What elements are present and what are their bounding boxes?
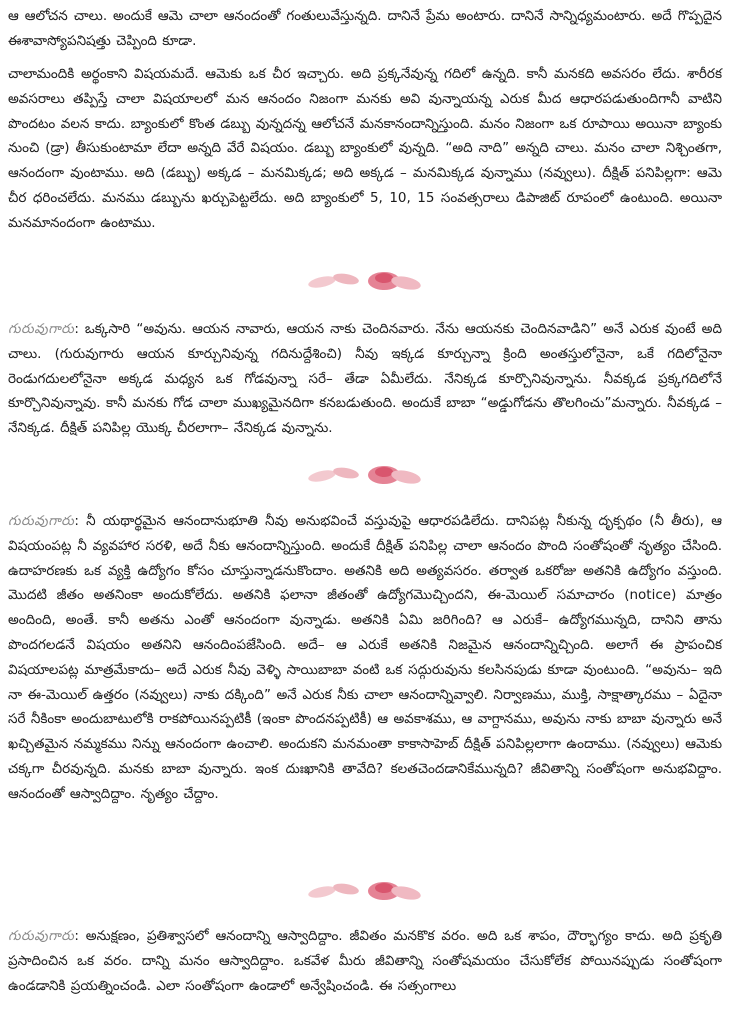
paragraph-2 — [8, 62, 722, 236]
paragraph-text: : ఒక్కసారి “అవును. ఆయన నావారు, ఆయన నాకు చెందినవారు. నేను ఆయనకు చెందినవాడిని” అనే ఎరుక వుంటే అది చాలు. (గురువుగారు ఆయన కూర్చునివున్న గదినుద్దేశించి) నీవు ఇక్కడ కూర్చున్నా క్రింది అంతస్తులోనైనా, ఒకే గదిలోనైనా రెండుగదులలోనైనా అక్కడ మధ్యన ఒక గోడవున్నా సరే– తేడా ఏమీలేదు. నేనిక్కడ కూర్చొనివున్నాను. నీవక్కడ ప్రక్కగదిలోనే కూర్చొనివున్నావు. కానీ మనకు గోడ చాలా ముఖ్యమైనదిగా కనబడుతుంది. అందుకే బాబా “అడ్డుగోడను తొలగించు”మన్నారు. నీవక్కడ – నేనిక్కడ. దీక్షిత్ పనిపిల్ల యొక్క చీరలాగా– నేనిక్కడ వున్నాను. — [8, 321, 722, 437]
speaker-label: గురువుగారు — [8, 321, 75, 337]
paragraph-text: : నీ యథార్థమైన ఆనందానుభూతి నీవు అనుభవించే వస్తువుపై ఆధారపడిలేదు. దానిపట్ల నీకున్న దృక్పథం (నీ తీరు), ఆ విషయంపట్ల నీ వ్యవహార సరళి, అదే నీకు ఆనందాన్నిస్తుంది. అందుకే దీక్షిత్ పనిపిల్ల చాలా ఆనందం పొంది సంతోషంతో నృత్యం చేసింది. ఉదాహరణకు ఒక వ్యక్తి ఉద్యోగం కోసం చూస్తున్నాడనుకొందాం. అతనికి అది అత్యవసరం. తర్వాత ఒకరోజు అతనికి ఉద్యోగం వస్తుంది. మొదటి జీతం అతనింకా అందుకోలేదు. అతనికి ఫలానా జీతంతో ఉద్యోగమొచ్చిందని, ఈ-మెయిల్ సమాచారం (notice) మాత్రం అందింది, అంతే. కానీ అతను ఎంతో ఆనందంగా వున్నాడు. అతనికి ఏమి జరిగింది? ఆ ఎరుకే– ఉద్యోగమున్నది, దానిని తాను పొందగలడనే విషయం అతనిని ఆనందింపజేసింది. అదే– ఆ ఎరుకే అతనికి నిజమైన ఆనందాన్నిచ్చింది. అలాగే ఈ ప్రాపంచిక విషయాలపట్ల మాత్రమేకాదు– అదే ఎరుక నీవు వెళ్ళి సాయిబాబా వంటి ఒక సద్గురువును కలసినపుడు కూడా వుంటుంది. “అవును– ఇది నా ఈ-మెయిల్ ఉత్తరం (నవ్వులు) నాకు దక్కింది” అనే ఎరుక నీకు చాలా ఆనందాన్నివ్వాలి. నిర్వాణము, ముక్తి, సాక్షాత్కారము – ఏదైనా సరే నీకింకా అందుబాటులోకి రాకపోయినప్పటికీ (ఇంకా పొందనప్పటికీ) ఆ అవకాశము, ఆ వాగ్దానము, అవును నాకు బాబా వున్నారు అనే ఖచ్చితమైన నమ్మకము నిన్ను ఆనందంగా ఉంచాలి. అందుకని మనమంతా కాకాసాహెబ్ దీక్షిత్ పనిపిల్లలాగా ఉందాము. (నవ్వులు) ఆమెకు చక్కగా చీరవున్నది. మనకు బాబా వున్నారు. ఇంక దుఃఖానికి తావేది? కలతచెందడానికేమున్నది? జీవితాన్ని సంతోషంగా అనుభవిద్దాం. ఆనందంతో ఆస్వాదిద్దాం. నృత్యం చేద్దాం. — [8, 513, 722, 802]
paragraph-text: ఆ ఆలోచన చాలు. అందుకే ఆమె చాలా ఆనందంతో గంతులువేస్తున్నది. దానినే ప్రేమ అంటారు. దానినే సాన్నిధ్యమంటారు. అదే గొప్పదైన ఈశావాస్యోపనిషత్తు చెప్పింది కూడా. — [8, 8, 722, 49]
paragraph-3 — [8, 317, 722, 441]
rose-petals-icon — [300, 460, 430, 488]
paragraph-4 — [8, 509, 722, 807]
paragraph-text: చాలామందికి అర్థంకాని విషయమదే. ఆమెకు ఒక చీర ఇచ్చారు. అది ప్రక్కనేవున్న గదిలో ఉన్నది. కానీ మనకది అవసరం లేదు. శారీరక అవసరాలు తప్పిస్తే చాలా విషయాలలో మన ఆనందం నిజంగా మనకు అవి వున్నాయన్న ఎరుక మీద ఆధారపడుతుందిగానీ వాటిని పొందటం వలన కాదు. బ్యాంకులో కొంత డబ్బు వున్నదన్న ఆలోచనే మనకానందాన్నిస్తుంది. మనం నిజంగా ఒక రూపాయి అయినా బ్యాంకు నుంచి (డ్రా) తీసుకుంటామా లేదా అన్నది వేరే విషయం. డబ్బు బ్యాంకులో వున్నది. “అది నాది” అన్నది చాలు. మనం చాలా నిశ్చింతగా, ఆనందంగా వుంటాము. అది (డబ్బు) అక్కడ – మనమిక్కడ; అది అక్కడ – మనమిక్కడ వున్నాము (నవ్వులు). దీక్షిత్ పనిపిల్లగా: ఆమె చీర ధరించలేదు. మనము డబ్బును ఖర్చుపెట్టలేదు. అది బ్యాంకులో 5, 10, 15 సంవత్సరాలు డిపాజిట్ రూపంలో ఉంటుంది. అయినా మనమానందంగా ఉంటాము. — [8, 66, 722, 231]
rose-petals-icon — [300, 876, 430, 904]
speaker-label: గురువుగారు — [8, 928, 75, 944]
paragraph-1 — [8, 4, 722, 54]
paragraph-text: : అనుక్షణం, ప్రతిశ్వాసలో ఆనందాన్ని ఆస్వాదిద్దాం. జీవితం మనకొక వరం. అది ఒక శాపం, దౌర్భాగ్యం కాదు. అది ప్రకృతి ప్రసాదించిన ఒక వరం. దాన్ని మనం ఆస్వాదిద్దాం. ఒకవేళ మీరు జీవితాన్ని సంతోషమయం చేసుకోలేక పోయినప్పుడు సంతోషంగా ఉండడానికి ప్రయత్నించండి. ఎలా సంతోషంగా ఉండాలో అన్వేషించండి. ఈ సత్సంగాలు — [8, 928, 722, 994]
paragraph-5 — [8, 924, 722, 998]
rose-petals-icon — [300, 266, 430, 294]
speaker-label: గురువుగారు — [8, 513, 75, 529]
